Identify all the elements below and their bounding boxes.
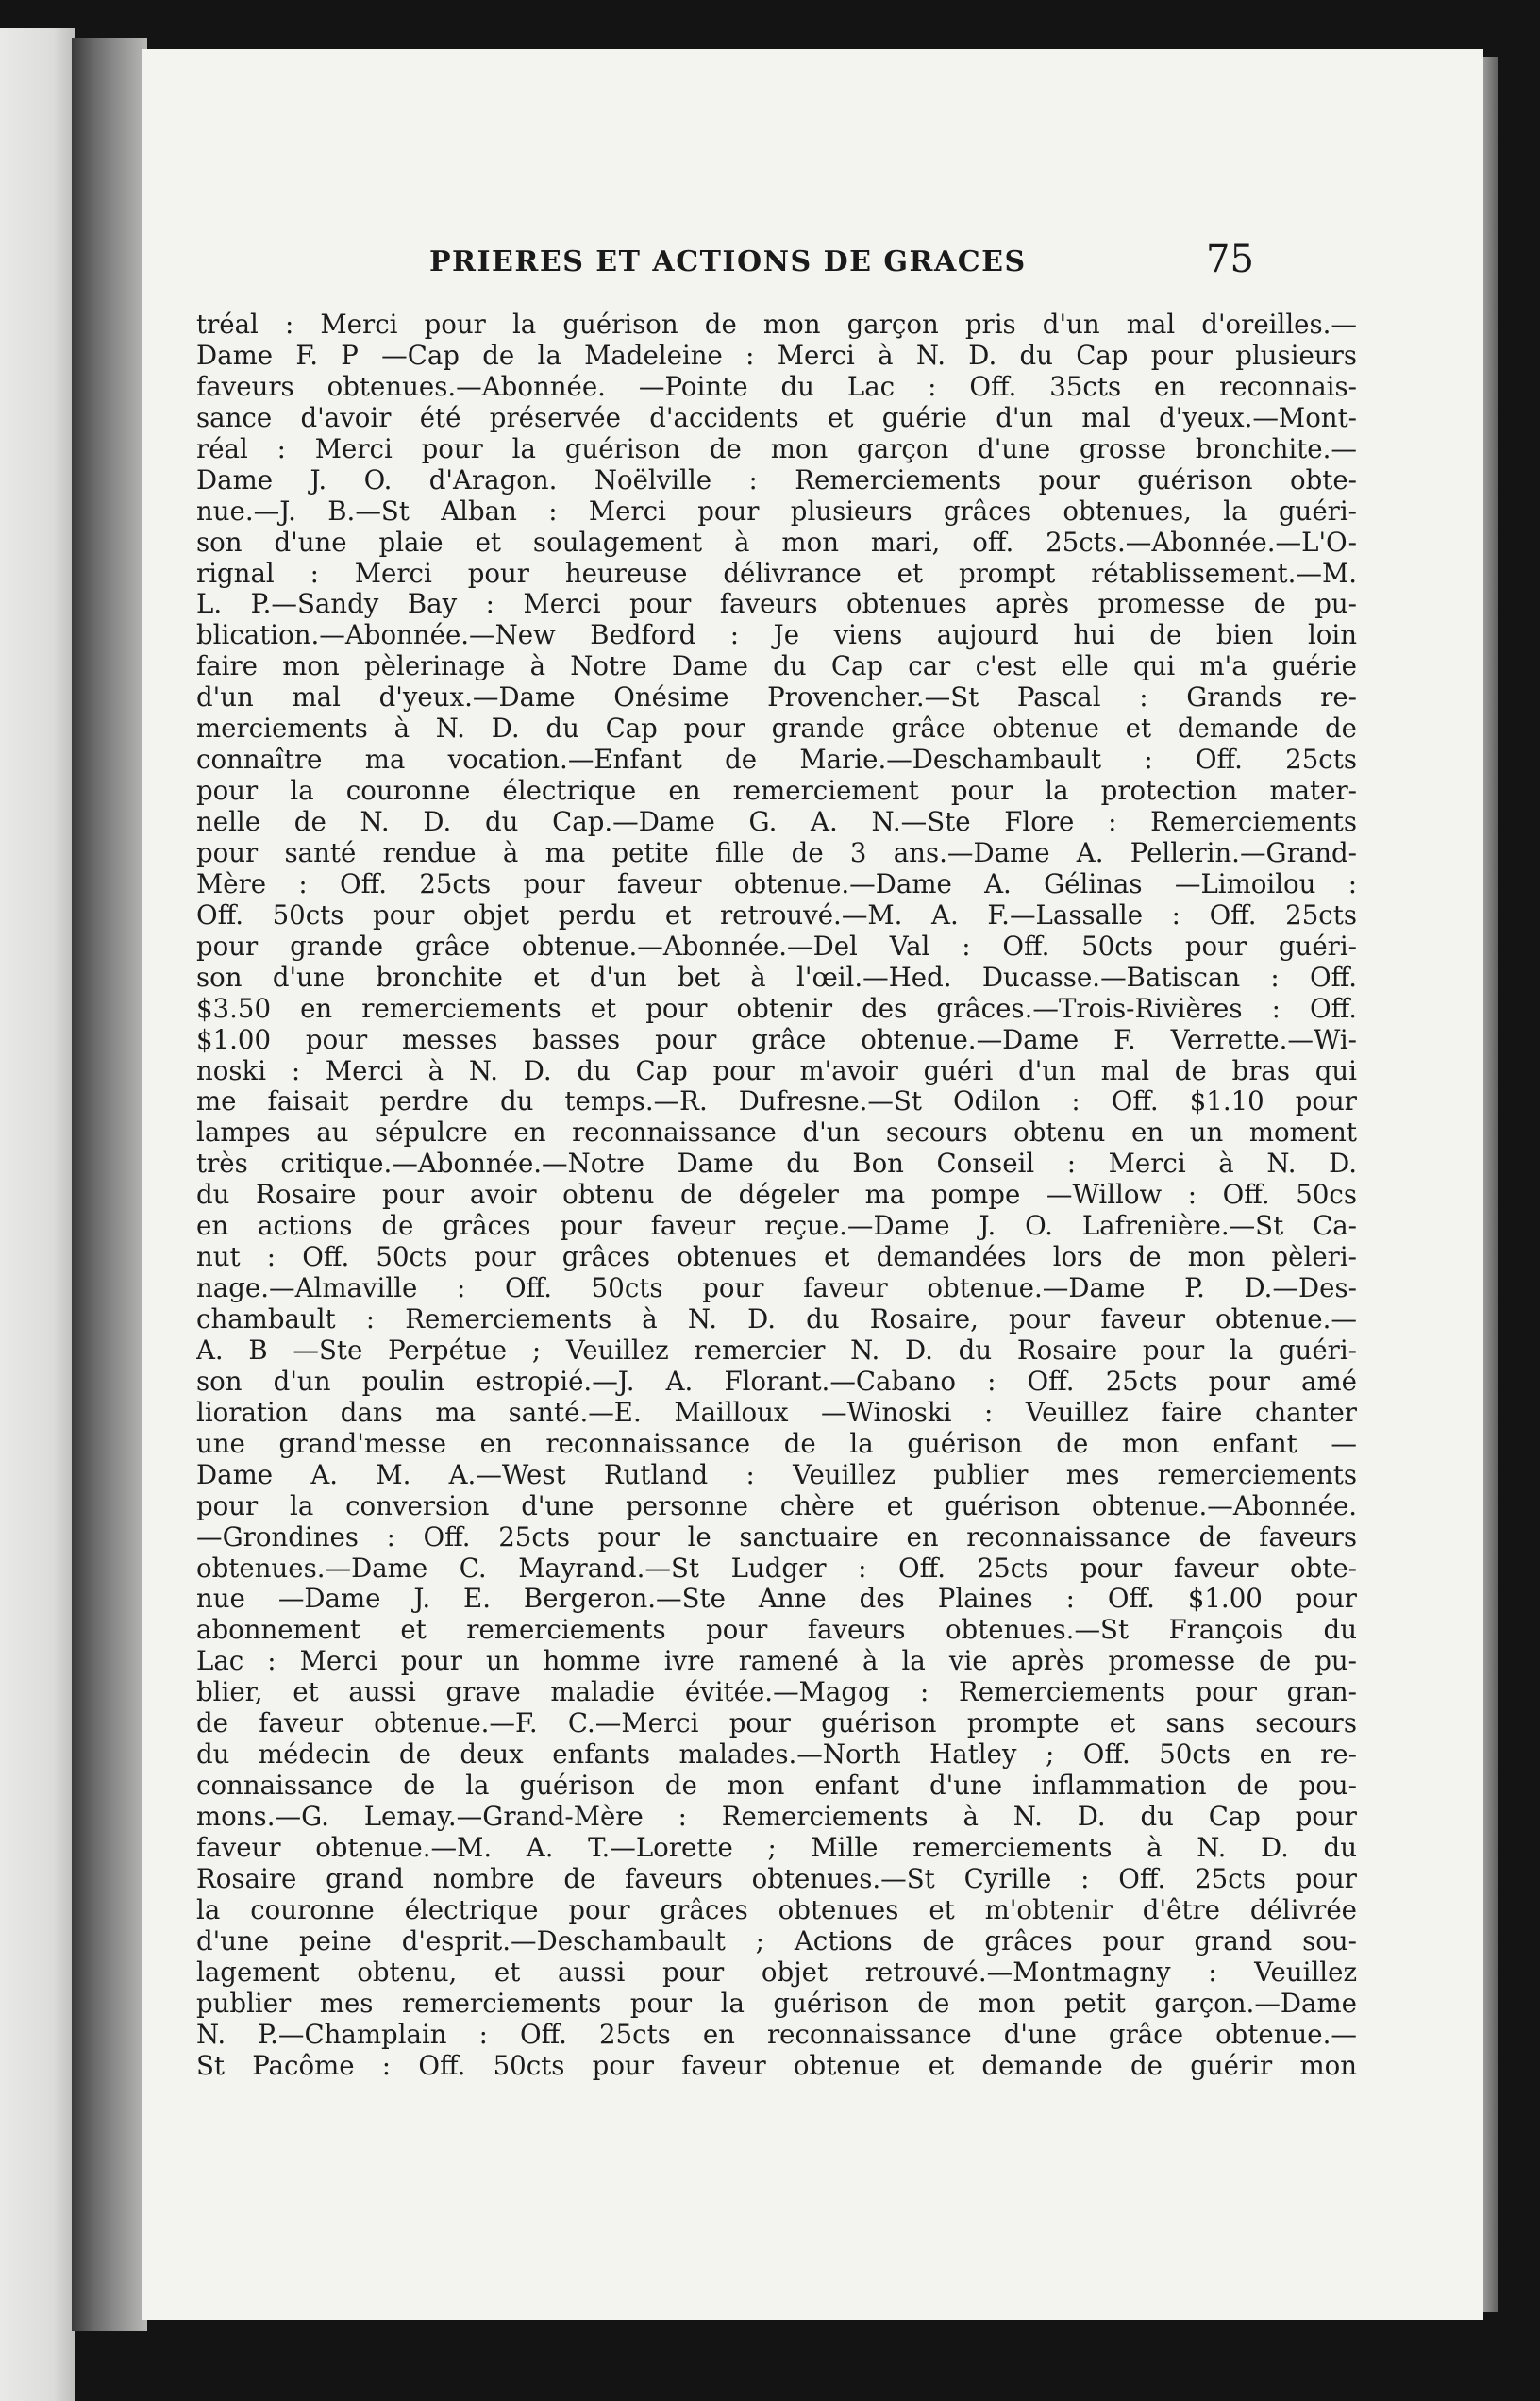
text-line: connaître ma vocation.—Enfant de Marie.—Deschambault : Off. 25cts	[196, 745, 1357, 776]
text-line: lampes au sépulcre en reconnaissance d'un secours obtenu en un moment	[196, 1117, 1357, 1149]
running-title: PRIERES ET ACTIONS DE GRACES	[429, 245, 1027, 278]
text-line: me faisait perdre du temps.—R. Dufresne.—St Odilon : Off. $1.10 pour	[196, 1086, 1357, 1117]
text-line: la couronne électrique pour grâces obtenues et m'obtenir d'être délivrée	[196, 1894, 1357, 1925]
text-line: faveur obtenue.—M. A. T.—Lorette ; Mille remerciements à N. D. du	[196, 1832, 1357, 1863]
text-line: mons.—G. Lemay.—Grand-Mère : Remerciements à N. D. du Cap pour	[196, 1802, 1357, 1832]
text-line: très critique.—Abonnée.—Notre Dame du Bon Conseil : Merci à N. D.	[196, 1149, 1357, 1180]
text-line: lioration dans ma santé.—E. Mailloux —Winoski : Veuillez faire chanter	[196, 1397, 1357, 1428]
text-line: du Rosaire pour avoir obtenu de dégeler ma pompe —Willow : Off. 50cs	[196, 1180, 1357, 1211]
text-line: Dame F. P —Cap de la Madeleine : Merci à N. D. du Cap pour plusieurs	[196, 340, 1357, 371]
text-line: L. P.—Sandy Bay : Merci pour faveurs obtenues après promesse de pu-	[196, 589, 1357, 620]
text-line: nue —Dame J. E. Bergeron.—Ste Anne des Plaines : Off. $1.00 pour	[196, 1584, 1357, 1615]
text-line: lagement obtenu, et aussi pour objet retrouvé.—Montmagny : Veuillez	[196, 1956, 1357, 1988]
text-line: rignal : Merci pour heureuse délivrance et prompt rétablissement.—M.	[196, 558, 1357, 589]
text-line: son d'une plaie et soulagement à mon mari, off. 25cts.—Abonnée.—L'O-	[196, 527, 1357, 558]
text-line: Off. 50cts pour objet perdu et retrouvé.—M. A. F.—Lassalle : Off. 25cts	[196, 899, 1357, 931]
text-line: nelle de N. D. du Cap.—Dame G. A. N.—Ste Flore : Remerciements	[196, 807, 1357, 837]
body-text	[196, 310, 1357, 2081]
text-line: Mère : Off. 25cts pour faveur obtenue.—Dame A. Gélinas —Limoilou :	[196, 868, 1357, 899]
book-gutter-shadow	[72, 38, 147, 2331]
text-line: tréal : Merci pour la guérison de mon garçon pris d'un mal d'oreilles.—	[196, 310, 1357, 340]
text-line: N. P.—Champlain : Off. 25cts en reconnaissance d'une grâce obtenue.—	[196, 2019, 1357, 2050]
text-line: blication.—Abonnée.—New Bedford : Je viens aujourd hui de bien loin	[196, 620, 1357, 651]
text-line: son d'un poulin estropié.—J. A. Florant.—Cabano : Off. 25cts pour amé	[196, 1366, 1357, 1397]
text-line: merciements à N. D. du Cap pour grande grâce obtenue et demande de	[196, 714, 1357, 745]
text-line: Rosaire grand nombre de faveurs obtenues.—St Cyrille : Off. 25cts pour	[196, 1863, 1357, 1894]
text-line: une grand'messe en reconnaissance de la guérison de mon enfant —	[196, 1428, 1357, 1459]
text-line: $3.50 en remerciements et pour obtenir des grâces.—Trois-Rivières : Off.	[196, 993, 1357, 1024]
text-line: du médecin de deux enfants malades.—North Hatley ; Off. 50cts en re-	[196, 1739, 1357, 1771]
text-line: nue.—J. B.—St Alban : Merci pour plusieurs grâces obtenues, la guéri-	[196, 495, 1357, 527]
page-fore-edge	[1483, 57, 1498, 2312]
text-line: Lac : Merci pour un homme ivre ramené à la vie après promesse de pu-	[196, 1646, 1357, 1677]
text-line: faveurs obtenues.—Abonnée. —Pointe du Lac : Off. 35cts en reconnais-	[196, 371, 1357, 402]
text-line: chambault : Remerciements à N. D. du Rosaire, pour faveur obtenue.—	[196, 1304, 1357, 1335]
page-number: 75	[1206, 238, 1254, 281]
text-line: son d'une bronchite et d'un bet à l'œil.—Hed. Ducasse.—Batiscan : Off.	[196, 962, 1357, 993]
text-line: blier, et aussi grave maladie évitée.—Magog : Remerciements pour gran-	[196, 1677, 1357, 1708]
text-line: Dame A. M. A.—West Rutland : Veuillez publier mes remerciements	[196, 1459, 1357, 1490]
text-line: obtenues.—Dame C. Mayrand.—St Ludger : Off. 25cts pour faveur obte-	[196, 1553, 1357, 1584]
text-line: en actions de grâces pour faveur reçue.—Dame J. O. Lafrenière.—St Ca-	[196, 1211, 1357, 1242]
text-line: connaissance de la guérison de mon enfant d'une inflammation de pou-	[196, 1771, 1357, 1802]
running-head	[142, 238, 1483, 294]
text-line: pour grande grâce obtenue.—Abonnée.—Del Val : Off. 50cts pour guéri-	[196, 931, 1357, 962]
text-line: réal : Merci pour la guérison de mon garçon d'une grosse bronchite.—	[196, 433, 1357, 464]
facing-page-edge	[0, 28, 75, 2401]
text-line: pour santé rendue à ma petite fille de 3 ans.—Dame A. Pellerin.—Grand-	[196, 837, 1357, 868]
text-line: faire mon pèlerinage à Notre Dame du Cap car c'est elle qui m'a guérie	[196, 651, 1357, 682]
text-line: St Pacôme : Off. 50cts pour faveur obtenue et demande de guérir mon	[196, 2050, 1357, 2081]
text-line: $1.00 pour messes basses pour grâce obtenue.—Dame F. Verrette.—Wi-	[196, 1024, 1357, 1055]
text-line: abonnement et remerciements pour faveurs obtenues.—St François du	[196, 1615, 1357, 1646]
text-line: noski : Merci à N. D. du Cap pour m'avoir guéri d'un mal de bras qui	[196, 1055, 1357, 1086]
text-line: pour la conversion d'une personne chère et guérison obtenue.—Abonnée.	[196, 1490, 1357, 1521]
text-line: nut : Off. 50cts pour grâces obtenues et demandées lors de mon pèleri-	[196, 1242, 1357, 1273]
text-line: de faveur obtenue.—F. C.—Merci pour guérison prompte et sans secours	[196, 1708, 1357, 1739]
text-line: publier mes remerciements pour la guérison de mon petit garçon.—Dame	[196, 1988, 1357, 2019]
text-line: Dame J. O. d'Aragon. Noëlville : Remerciements pour guérison obte-	[196, 464, 1357, 495]
text-line: d'un mal d'yeux.—Dame Onésime Provencher.—St Pascal : Grands re-	[196, 682, 1357, 714]
text-line: sance d'avoir été préservée d'accidents et guérie d'un mal d'yeux.—Mont-	[196, 402, 1357, 433]
text-line: pour la couronne électrique en remerciement pour la protection mater-	[196, 776, 1357, 807]
book-page	[142, 49, 1483, 2320]
text-line: d'une peine d'esprit.—Deschambault ; Actions de grâces pour grand sou-	[196, 1925, 1357, 1956]
text-line: A. B —Ste Perpétue ; Veuillez remercier N. D. du Rosaire pour la guéri-	[196, 1335, 1357, 1366]
text-line: nage.—Almaville : Off. 50cts pour faveur obtenue.—Dame P. D.—Des-	[196, 1273, 1357, 1304]
text-line: —Grondines : Off. 25cts pour le sanctuaire en reconnaissance de faveurs	[196, 1521, 1357, 1553]
